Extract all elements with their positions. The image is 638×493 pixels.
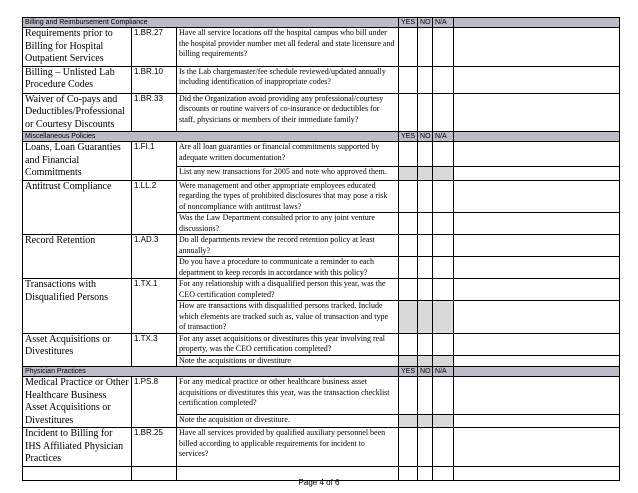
comment-cell[interactable]	[454, 301, 620, 334]
na-cell[interactable]	[433, 66, 454, 93]
no-cell[interactable]	[418, 142, 433, 167]
yes-header: YES	[399, 18, 418, 28]
table-row	[23, 28, 620, 67]
item-code: 1.TX.3	[132, 333, 177, 367]
comment-cell[interactable]	[454, 66, 620, 93]
question-text: Note the acquisitions or divestiture	[177, 355, 399, 367]
no-cell[interactable]	[418, 333, 433, 355]
question-text: Do you have a procedure to communicate a reminder to each department to keep records in accordance with this policy?	[177, 257, 399, 279]
na-header: N/A	[433, 367, 454, 377]
table-row	[23, 428, 620, 467]
item-name: Requirements prior to Billing for Hospital Outpatient Services	[23, 28, 132, 67]
yes-header: YES	[399, 367, 418, 377]
comments-header	[454, 18, 620, 28]
question-text: For any medical practice or other healthcare business asset acquisitions or divestitures this year, was the transaction checklist certification completed?	[177, 377, 399, 415]
yes-cell[interactable]	[399, 279, 418, 301]
yes-header: YES	[399, 132, 418, 142]
item-code: 1.BR.10	[132, 66, 177, 93]
comment-cell[interactable]	[454, 93, 620, 132]
comments-header	[454, 367, 620, 377]
no-cell[interactable]	[418, 66, 433, 93]
item-code: 1.LL.2	[132, 180, 177, 235]
comment-cell[interactable]	[454, 279, 620, 301]
table-row	[23, 333, 620, 355]
question-text: Are all loan guaranties or financial commitments supported by adequate written documentation?	[177, 142, 399, 167]
na-cell-disabled	[433, 167, 454, 180]
yes-cell[interactable]	[399, 333, 418, 355]
comment-cell[interactable]	[454, 213, 620, 235]
na-cell-disabled	[433, 301, 454, 334]
na-header: N/A	[433, 18, 454, 28]
question-text: Did the Organization avoid providing any professional/courtesy discounts or routine waivers of co-insurance or deductibles for staff, physicians or members of their immediate family?	[177, 93, 399, 132]
no-cell[interactable]	[418, 257, 433, 279]
item-code: 1.PS.8	[132, 377, 177, 428]
comment-cell[interactable]	[454, 377, 620, 415]
na-cell[interactable]	[433, 213, 454, 235]
yes-cell[interactable]	[399, 257, 418, 279]
na-cell[interactable]	[433, 257, 454, 279]
question-text: Is the Lab chargemaster/fee schedule reviewed/updated annually including identification of inappropriate codes?	[177, 66, 399, 93]
question-text: Was the Law Department consulted prior to any joint venture discussions?	[177, 213, 399, 235]
section-title: Physician Practices	[23, 367, 399, 377]
yes-cell[interactable]	[399, 213, 418, 235]
item-name: Record Retention	[23, 235, 132, 279]
yes-cell[interactable]	[399, 428, 418, 467]
na-cell[interactable]	[433, 279, 454, 301]
yes-cell-disabled	[399, 414, 418, 427]
question-text: For any relationship with a disqualified person this year, was the CEO certification completed?	[177, 279, 399, 301]
yes-cell[interactable]	[399, 235, 418, 257]
item-name: Incident to Billing for IHS Affiliated Physician Practices	[23, 428, 132, 467]
no-header: NO	[418, 367, 433, 377]
comment-cell[interactable]	[454, 428, 620, 467]
table-row	[23, 93, 620, 132]
section-header-billing	[23, 18, 620, 28]
comment-cell[interactable]	[454, 180, 620, 213]
comment-cell[interactable]	[454, 355, 620, 367]
no-header: NO	[418, 18, 433, 28]
page-footer: Page 4 of 6	[298, 478, 340, 487]
yes-cell[interactable]	[399, 377, 418, 415]
item-name: Antitrust Compliance	[23, 180, 132, 235]
no-cell[interactable]	[418, 93, 433, 132]
comment-cell[interactable]	[454, 167, 620, 180]
item-name: Loans, Loan Guaranties and Financial Commitments	[23, 142, 132, 181]
no-cell-disabled	[418, 167, 433, 180]
comment-cell[interactable]	[454, 235, 620, 257]
item-code: 1.BR.25	[132, 428, 177, 467]
yes-cell[interactable]	[399, 142, 418, 167]
no-cell[interactable]	[418, 28, 433, 67]
question-text: For any asset acquisitions or divestitures this year involving real property, was the CEO certification completed?	[177, 333, 399, 355]
item-code: 1.TX.1	[132, 279, 177, 334]
comment-cell[interactable]	[454, 257, 620, 279]
na-cell[interactable]	[433, 377, 454, 415]
na-cell-disabled	[433, 355, 454, 367]
comment-cell[interactable]	[454, 28, 620, 67]
na-cell[interactable]	[433, 180, 454, 213]
question-text: Do all departments review the record retention policy at least annually?	[177, 235, 399, 257]
item-code: 1.FI.1	[132, 142, 177, 181]
na-cell[interactable]	[433, 28, 454, 67]
question-text: List any new transactions for 2005 and note who approved them.	[177, 167, 399, 180]
item-name: Billing – Unlisted Lab Procedure Codes	[23, 66, 132, 93]
table-row	[23, 235, 620, 257]
na-cell-disabled	[433, 414, 454, 427]
comment-cell[interactable]	[454, 414, 620, 427]
compliance-checklist-table	[22, 17, 620, 481]
item-name: Asset Acquisitions or Divestitures	[23, 333, 132, 367]
yes-cell[interactable]	[399, 93, 418, 132]
comments-header	[454, 132, 620, 142]
no-cell-disabled	[418, 414, 433, 427]
yes-cell-disabled	[399, 301, 418, 334]
yes-cell-disabled	[399, 355, 418, 367]
yes-cell[interactable]	[399, 180, 418, 213]
no-cell-disabled	[418, 355, 433, 367]
yes-cell[interactable]	[399, 28, 418, 67]
question-text: Have all services provided by qualified auxiliary personnel been billed according to applicable requirements for incident to services?	[177, 428, 399, 467]
no-cell[interactable]	[418, 235, 433, 257]
question-text: How are transactions with disqualified persons tracked. Include which elements are tracked such as, value of transaction and type of transaction?	[177, 301, 399, 334]
no-cell[interactable]	[418, 428, 433, 467]
question-text: Have all service locations off the hospital campus who bill under the hospital provider number met all federal and state licensure and billing requirements?	[177, 28, 399, 67]
table-row	[23, 142, 620, 167]
na-cell[interactable]	[433, 235, 454, 257]
na-cell[interactable]	[433, 142, 454, 167]
section-header-misc	[23, 132, 620, 142]
yes-cell[interactable]	[399, 66, 418, 93]
section-title: Billing and Reimbursement Compliance	[23, 18, 399, 28]
table-row	[23, 66, 620, 93]
no-header: NO	[418, 132, 433, 142]
item-name: Medical Practice or Other Healthcare Business Asset Acquisitions or Divestitures	[23, 377, 132, 428]
table-row	[23, 279, 620, 301]
question-text: Note the acquisition or divestiture.	[177, 414, 399, 427]
no-cell-disabled	[418, 301, 433, 334]
na-cell[interactable]	[433, 93, 454, 132]
yes-cell-disabled	[399, 167, 418, 180]
question-text: Were management and other appropriate employees educated regarding the types of prohibited disclosures that may pose a risk of noncompliance with antitrust laws?	[177, 180, 399, 213]
item-code: 1.BR.27	[132, 28, 177, 67]
comment-cell[interactable]	[454, 142, 620, 167]
comment-cell[interactable]	[454, 333, 620, 355]
section-title: Miscellaneous Policies	[23, 132, 399, 142]
no-cell[interactable]	[418, 213, 433, 235]
table-row	[23, 180, 620, 213]
na-cell[interactable]	[433, 428, 454, 467]
item-name: Transactions with Disqualified Persons	[23, 279, 132, 334]
no-cell[interactable]	[418, 180, 433, 213]
na-header: N/A	[433, 132, 454, 142]
no-cell[interactable]	[418, 279, 433, 301]
na-cell[interactable]	[433, 333, 454, 355]
table-row	[23, 377, 620, 415]
item-code: 1.AD.3	[132, 235, 177, 279]
item-name: Waiver of Co-pays and Deductibles/Professional or Courtesy Discounts	[23, 93, 132, 132]
section-header-physician	[23, 367, 620, 377]
no-cell[interactable]	[418, 377, 433, 415]
item-code: 1.BR.33	[132, 93, 177, 132]
